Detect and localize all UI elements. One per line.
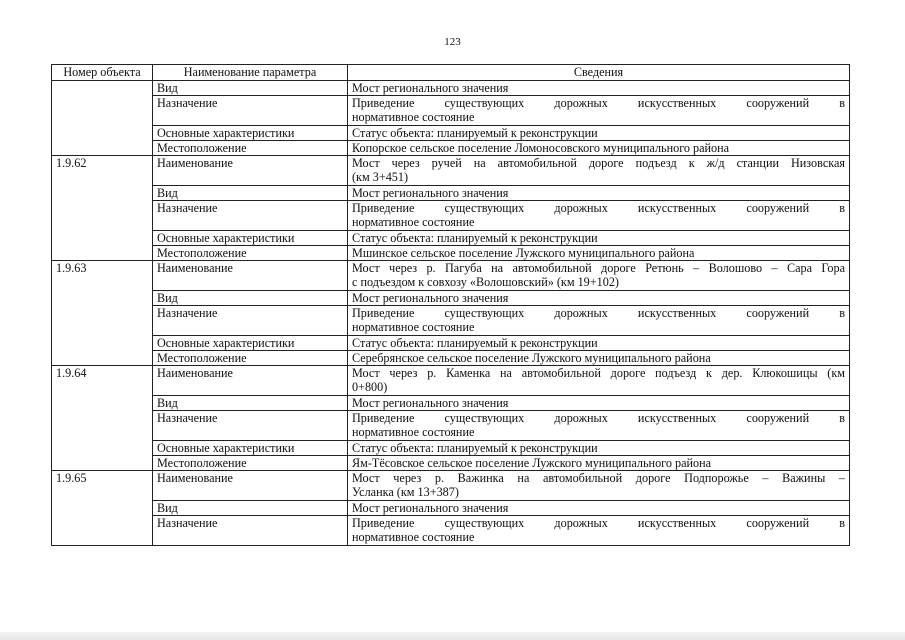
details-cell: Мост регионального значения: [348, 186, 850, 201]
details-line-1: Приведение существующих дорожных искусственных сооружений в: [352, 306, 845, 320]
table-row: [52, 126, 850, 141]
parameter-name-cell: Местоположение: [153, 141, 348, 156]
parameter-name-cell: Назначение: [153, 306, 348, 336]
header-object-number: Номер объекта: [52, 65, 153, 81]
table-row: [52, 366, 850, 396]
parameter-name-cell: Наименование: [153, 471, 348, 501]
details-cell: [348, 411, 850, 441]
details-line-1: Приведение существующих дорожных искусственных сооружений в: [352, 516, 845, 530]
page-bottom-edge: [0, 632, 905, 640]
header-details: Сведения: [348, 65, 850, 81]
parameter-name-cell: Назначение: [153, 516, 348, 546]
parameter-name-cell: Назначение: [153, 96, 348, 126]
details-line-1: Приведение существующих дорожных искусственных сооружений в: [352, 96, 845, 110]
details-line-2: (км 3+451): [352, 170, 409, 184]
details-line-2: с подъездом к совхозу «Волошовский» (км 19+102): [352, 275, 619, 289]
parameter-name-cell: Местоположение: [153, 246, 348, 261]
details-line-1: Мост через р. Важинка на автомобильной дороге Подпорожье – Важины –: [352, 471, 845, 485]
details-line-2: 0+800): [352, 380, 388, 394]
table-row: [52, 261, 850, 291]
details-cell: [348, 96, 850, 126]
table-row: [52, 411, 850, 441]
object-number-cell: 1.9.62: [52, 156, 153, 261]
header-parameter-name: Наименование параметра: [153, 65, 348, 81]
details-cell: [348, 261, 850, 291]
details-cell: [348, 516, 850, 546]
table-row: [52, 501, 850, 516]
details-cell: Мост регионального значения: [348, 81, 850, 96]
details-line-2: Усланка (км 13+387): [352, 485, 459, 499]
table-row: [52, 441, 850, 456]
parameter-name-cell: Основные характеристики: [153, 336, 348, 351]
parameter-name-cell: Назначение: [153, 411, 348, 441]
object-number-cell: 1.9.64: [52, 366, 153, 471]
details-line-2: нормативное состояние: [352, 320, 475, 334]
details-cell: Мшинское сельское поселение Лужского муниципального района: [348, 246, 850, 261]
parameter-name-cell: Основные характеристики: [153, 441, 348, 456]
parameter-name-cell: Вид: [153, 501, 348, 516]
table-header: [52, 65, 850, 81]
parameter-name-cell: Местоположение: [153, 456, 348, 471]
parameter-name-cell: Наименование: [153, 156, 348, 186]
parameter-name-cell: Вид: [153, 291, 348, 306]
details-line-1: Мост через ручей на автомобильной дороге подъезд к ж/д станции Низовская: [352, 156, 845, 170]
parameter-name-cell: Вид: [153, 396, 348, 411]
page-number: 123: [444, 36, 461, 48]
header-row: [52, 65, 850, 81]
details-line-2: нормативное состояние: [352, 110, 475, 124]
details-line-2: нормативное состояние: [352, 425, 475, 439]
details-line-1: Мост через р. Пагуба на автомобильной дороге Ретюнь – Волошово – Сара Гора: [352, 261, 845, 275]
table-row: [52, 81, 850, 96]
table-row: [52, 96, 850, 126]
table-row: [52, 306, 850, 336]
object-number-cell: 1.9.63: [52, 261, 153, 366]
details-cell: [348, 366, 850, 396]
details-cell: Мост регионального значения: [348, 396, 850, 411]
table-row: [52, 246, 850, 261]
details-cell: Статус объекта: планируемый к реконструкции: [348, 441, 850, 456]
table-row: [52, 336, 850, 351]
table-row: [52, 141, 850, 156]
details-line-2: нормативное состояние: [352, 530, 475, 544]
object-number-cell: 1.9.65: [52, 471, 153, 546]
parameter-name-cell: Вид: [153, 186, 348, 201]
details-cell: [348, 306, 850, 336]
table-row: [52, 156, 850, 186]
table-row: [52, 231, 850, 246]
details-line-1: Мост через р. Каменка на автомобильной дороге подъезд к дер. Клюкошицы (км: [352, 366, 845, 380]
table-row: [52, 471, 850, 501]
parameter-name-cell: Наименование: [153, 261, 348, 291]
table-row: [52, 456, 850, 471]
parameter-name-cell: Основные характеристики: [153, 126, 348, 141]
object-number-cell: [52, 81, 153, 156]
details-line-1: Приведение существующих дорожных искусственных сооружений в: [352, 411, 845, 425]
details-cell: Статус объекта: планируемый к реконструкции: [348, 336, 850, 351]
table-row: [52, 291, 850, 306]
table-row: [52, 186, 850, 201]
parameter-name-cell: Наименование: [153, 366, 348, 396]
table-row: [52, 351, 850, 366]
details-cell: [348, 156, 850, 186]
parameter-name-cell: Назначение: [153, 201, 348, 231]
details-cell: Статус объекта: планируемый к реконструкции: [348, 126, 850, 141]
parameter-name-cell: Местоположение: [153, 351, 348, 366]
details-cell: Ям-Тёсовское сельское поселение Лужского муниципального района: [348, 456, 850, 471]
details-cell: Мост регионального значения: [348, 291, 850, 306]
details-line-2: нормативное состояние: [352, 215, 475, 229]
table-row: [52, 396, 850, 411]
parameter-name-cell: Основные характеристики: [153, 231, 348, 246]
details-cell: [348, 201, 850, 231]
parameter-name-cell: Вид: [153, 81, 348, 96]
details-cell: Копорское сельское поселение Ломоносовского муниципального района: [348, 141, 850, 156]
table-body: [52, 81, 850, 546]
objects-table: [51, 64, 850, 546]
details-cell: Серебрянское сельское поселение Лужского муниципального района: [348, 351, 850, 366]
details-cell: Мост регионального значения: [348, 501, 850, 516]
details-cell: Статус объекта: планируемый к реконструкции: [348, 231, 850, 246]
details-cell: [348, 471, 850, 501]
table-row: [52, 516, 850, 546]
table-row: [52, 201, 850, 231]
details-line-1: Приведение существующих дорожных искусственных сооружений в: [352, 201, 845, 215]
